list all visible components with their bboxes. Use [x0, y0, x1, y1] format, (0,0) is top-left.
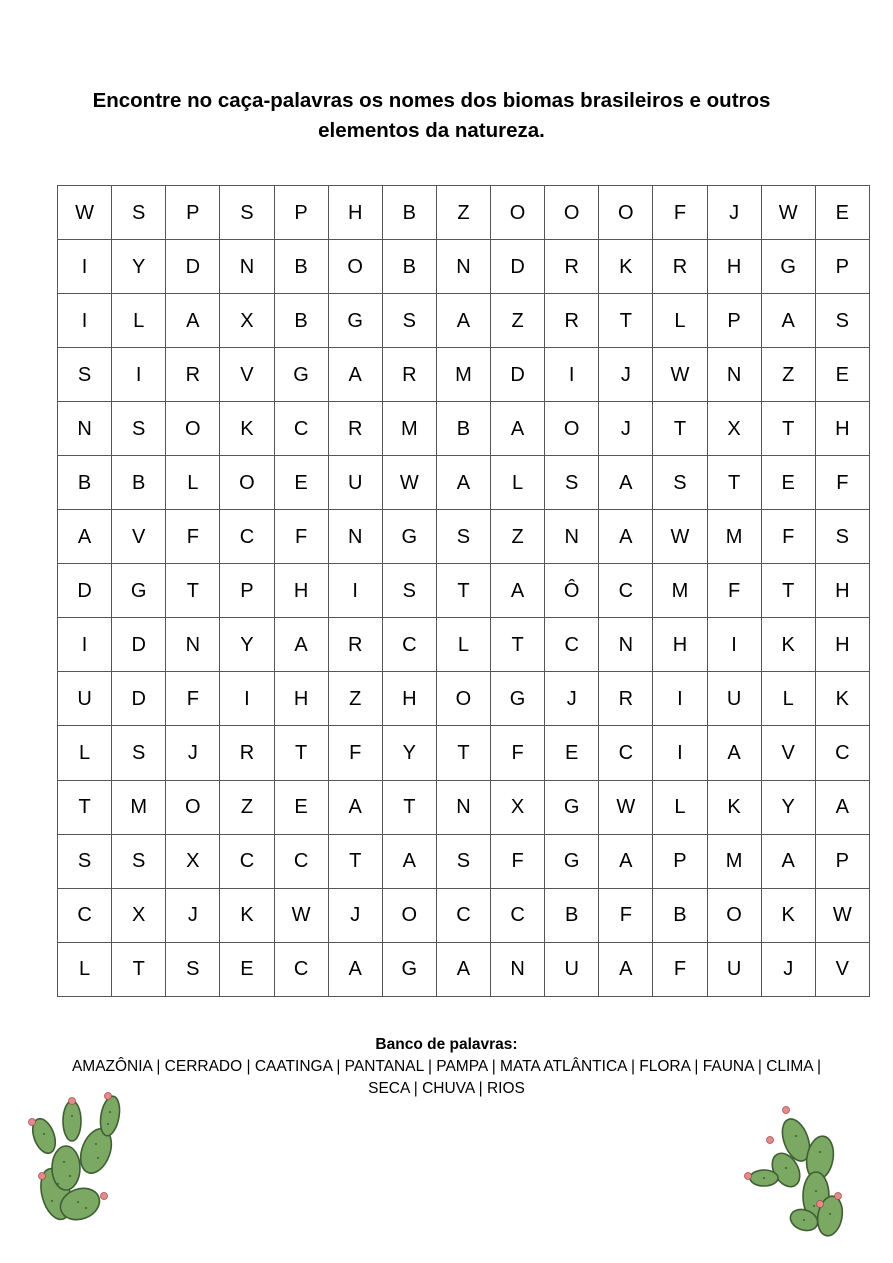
grid-cell: A — [761, 294, 815, 348]
grid-cell: T — [436, 726, 490, 780]
grid-cell: O — [166, 402, 220, 456]
grid-cell: T — [491, 618, 545, 672]
grid-cell: Y — [220, 618, 274, 672]
word-bank-label: Banco de palavras: — [375, 1036, 518, 1053]
grid-cell: A — [58, 510, 112, 564]
grid-cell: Z — [220, 780, 274, 834]
grid-cell: R — [328, 402, 382, 456]
grid-cell: K — [761, 888, 815, 942]
grid-cell: A — [599, 510, 653, 564]
grid-cell: R — [545, 240, 599, 294]
grid-cell: L — [653, 780, 707, 834]
grid-cell: N — [328, 510, 382, 564]
grid-cell: U — [707, 672, 761, 726]
grid-cell: E — [545, 726, 599, 780]
grid-cell: T — [599, 294, 653, 348]
grid-cell: L — [112, 294, 166, 348]
grid-cell: O — [707, 888, 761, 942]
grid-cell: E — [815, 186, 869, 240]
grid-cell: T — [653, 402, 707, 456]
grid-cell: R — [382, 348, 436, 402]
grid-cell: S — [382, 294, 436, 348]
grid-cell: B — [382, 240, 436, 294]
grid-cell: E — [274, 780, 328, 834]
grid-cell: C — [436, 888, 490, 942]
grid-cell: G — [545, 780, 599, 834]
grid-cell: S — [112, 726, 166, 780]
grid-cell: W — [58, 186, 112, 240]
grid-cell: S — [112, 402, 166, 456]
grid-row — [58, 186, 870, 240]
grid-cell: X — [112, 888, 166, 942]
grid-cell: D — [166, 240, 220, 294]
grid-cell: G — [491, 672, 545, 726]
grid-cell: Y — [382, 726, 436, 780]
grid-cell: B — [653, 888, 707, 942]
grid-cell: A — [382, 834, 436, 888]
grid-cell: W — [599, 780, 653, 834]
grid-cell: B — [436, 402, 490, 456]
grid-cell: A — [491, 402, 545, 456]
grid-cell: I — [58, 240, 112, 294]
grid-cell: X — [491, 780, 545, 834]
grid-cell: U — [707, 942, 761, 996]
grid-cell: A — [328, 942, 382, 996]
grid-cell: T — [328, 834, 382, 888]
title-line-2: elementos da natureza. — [318, 119, 545, 142]
grid-cell: A — [436, 294, 490, 348]
grid-cell: I — [328, 564, 382, 618]
grid-cell: S — [436, 834, 490, 888]
grid-cell: S — [166, 942, 220, 996]
grid-cell: F — [599, 888, 653, 942]
title-line-1: Encontre no caça-palavras os nomes dos biomas brasileiros e outros — [92, 89, 771, 112]
grid-cell: J — [166, 726, 220, 780]
grid-cell: C — [58, 888, 112, 942]
grid-cell: A — [761, 834, 815, 888]
grid-cell: N — [436, 240, 490, 294]
grid-cell: R — [220, 726, 274, 780]
cactus-icon — [18, 1086, 130, 1226]
grid-cell: V — [815, 942, 869, 996]
grid-cell: F — [274, 510, 328, 564]
grid-cell: H — [382, 672, 436, 726]
grid-cell: C — [220, 510, 274, 564]
grid-cell: B — [274, 294, 328, 348]
grid-cell: C — [274, 942, 328, 996]
grid-cell: X — [166, 834, 220, 888]
grid-cell: F — [653, 186, 707, 240]
grid-cell: K — [815, 672, 869, 726]
grid-cell: X — [220, 294, 274, 348]
word-bank-list-line-2: SECA | CHUVA | RIOS — [368, 1080, 525, 1097]
grid-cell: T — [58, 780, 112, 834]
grid-row — [58, 456, 870, 510]
grid-cell: M — [707, 834, 761, 888]
grid-cell: P — [815, 834, 869, 888]
grid-cell: G — [545, 834, 599, 888]
word-bank-list-line-1: AMAZÔNIA | CERRADO | CAATINGA | PANTANAL | PAMPA | MATA ATLÂNTICA | FLORA | FAUNA | CLIMA | — [71, 1058, 822, 1075]
cactus-icon — [738, 1096, 856, 1244]
grid-cell: V — [112, 510, 166, 564]
grid-cell: V — [761, 726, 815, 780]
grid-cell: L — [166, 456, 220, 510]
grid-cell: K — [707, 780, 761, 834]
grid-cell: C — [274, 402, 328, 456]
grid-cell: Z — [491, 294, 545, 348]
grid-cell: J — [545, 672, 599, 726]
grid-cell: K — [761, 618, 815, 672]
grid-cell: F — [491, 834, 545, 888]
grid-cell: O — [436, 672, 490, 726]
grid-cell: C — [599, 564, 653, 618]
grid-cell: J — [599, 402, 653, 456]
grid-cell: M — [653, 564, 707, 618]
grid-cell: T — [382, 780, 436, 834]
grid-cell: D — [491, 348, 545, 402]
grid-cell: E — [274, 456, 328, 510]
grid-cell: G — [112, 564, 166, 618]
grid-cell: F — [166, 510, 220, 564]
grid-cell: R — [653, 240, 707, 294]
grid-cell: O — [220, 456, 274, 510]
grid-cell: D — [112, 618, 166, 672]
grid-cell: T — [761, 564, 815, 618]
grid-cell: S — [653, 456, 707, 510]
grid-cell: A — [274, 618, 328, 672]
grid-cell: M — [436, 348, 490, 402]
grid-cell: G — [328, 294, 382, 348]
grid-cell: V — [220, 348, 274, 402]
grid-cell: D — [112, 672, 166, 726]
grid-cell: A — [328, 780, 382, 834]
grid-cell: G — [382, 942, 436, 996]
grid-cell: J — [328, 888, 382, 942]
grid-cell: S — [220, 186, 274, 240]
grid-cell: U — [58, 672, 112, 726]
grid-cell: S — [815, 294, 869, 348]
grid-cell: R — [328, 618, 382, 672]
grid-row — [58, 888, 870, 942]
grid-cell: F — [761, 510, 815, 564]
grid-cell: F — [328, 726, 382, 780]
grid-cell: J — [761, 942, 815, 996]
grid-cell: I — [653, 672, 707, 726]
grid-cell: M — [382, 402, 436, 456]
grid-cell: T — [274, 726, 328, 780]
grid-cell: R — [599, 672, 653, 726]
grid-cell: P — [274, 186, 328, 240]
grid-cell: I — [58, 618, 112, 672]
grid-cell: L — [491, 456, 545, 510]
grid-row — [58, 780, 870, 834]
grid-cell: W — [815, 888, 869, 942]
grid-cell: G — [382, 510, 436, 564]
grid-cell: J — [707, 186, 761, 240]
grid-cell: I — [653, 726, 707, 780]
grid-cell: O — [491, 186, 545, 240]
grid-cell: A — [328, 348, 382, 402]
grid-cell: T — [436, 564, 490, 618]
grid-cell: C — [815, 726, 869, 780]
grid-cell: Z — [328, 672, 382, 726]
grid-cell: E — [761, 456, 815, 510]
grid-row — [58, 294, 870, 348]
grid-cell: F — [707, 564, 761, 618]
grid-cell: N — [599, 618, 653, 672]
grid-cell: J — [599, 348, 653, 402]
grid-cell: P — [653, 834, 707, 888]
grid-cell: Y — [761, 780, 815, 834]
grid-cell: E — [220, 942, 274, 996]
grid-cell: M — [707, 510, 761, 564]
grid-cell: O — [328, 240, 382, 294]
grid-cell: L — [761, 672, 815, 726]
grid-cell: E — [815, 348, 869, 402]
grid-cell: I — [545, 348, 599, 402]
grid-cell: C — [545, 618, 599, 672]
grid-cell: D — [491, 240, 545, 294]
grid-cell: O — [599, 186, 653, 240]
grid-cell: N — [58, 402, 112, 456]
grid-cell: M — [112, 780, 166, 834]
grid-cell: B — [382, 186, 436, 240]
grid-cell: S — [112, 186, 166, 240]
grid-cell: B — [112, 456, 166, 510]
grid-cell: L — [653, 294, 707, 348]
grid-cell: S — [112, 834, 166, 888]
grid-cell: H — [815, 564, 869, 618]
grid-cell: P — [166, 186, 220, 240]
grid-cell: P — [220, 564, 274, 618]
grid-cell: I — [112, 348, 166, 402]
word-search-grid — [57, 185, 870, 997]
instructions-title — [30, 86, 833, 146]
grid-cell: O — [545, 402, 599, 456]
grid-cell: L — [58, 942, 112, 996]
grid-cell: T — [707, 456, 761, 510]
grid-row — [58, 348, 870, 402]
grid-cell: U — [545, 942, 599, 996]
grid-cell: K — [220, 888, 274, 942]
grid-cell: A — [599, 942, 653, 996]
grid-cell: T — [166, 564, 220, 618]
grid-cell: G — [274, 348, 328, 402]
grid-cell: C — [220, 834, 274, 888]
grid-cell: I — [707, 618, 761, 672]
grid-cell: A — [599, 456, 653, 510]
grid-cell: S — [545, 456, 599, 510]
grid-cell: D — [58, 564, 112, 618]
grid-cell: N — [220, 240, 274, 294]
grid-cell: A — [491, 564, 545, 618]
grid-cell: N — [545, 510, 599, 564]
grid-cell: S — [436, 510, 490, 564]
grid-cell: K — [599, 240, 653, 294]
grid-cell: H — [707, 240, 761, 294]
grid-cell: N — [707, 348, 761, 402]
grid-cell: S — [815, 510, 869, 564]
grid-cell: O — [382, 888, 436, 942]
grid-cell: T — [761, 402, 815, 456]
word-bank — [40, 1034, 853, 1100]
grid-cell: W — [761, 186, 815, 240]
grid-cell: H — [815, 402, 869, 456]
grid-cell: O — [545, 186, 599, 240]
grid-row — [58, 240, 870, 294]
grid-row — [58, 834, 870, 888]
grid-cell: R — [545, 294, 599, 348]
grid-cell: O — [166, 780, 220, 834]
grid-cell: S — [58, 834, 112, 888]
grid-cell: H — [815, 618, 869, 672]
grid-cell: Z — [436, 186, 490, 240]
grid-row — [58, 510, 870, 564]
grid-cell: U — [328, 456, 382, 510]
grid-cell: S — [58, 348, 112, 402]
grid-cell: C — [382, 618, 436, 672]
grid-cell: W — [653, 510, 707, 564]
grid-row — [58, 672, 870, 726]
grid-cell: C — [599, 726, 653, 780]
grid-cell: H — [274, 564, 328, 618]
grid-cell: S — [382, 564, 436, 618]
grid-cell: L — [436, 618, 490, 672]
grid-cell: K — [220, 402, 274, 456]
grid-cell: A — [436, 456, 490, 510]
grid-row — [58, 564, 870, 618]
grid-cell: N — [166, 618, 220, 672]
grid-cell: A — [436, 942, 490, 996]
grid-cell: W — [382, 456, 436, 510]
grid-cell: B — [58, 456, 112, 510]
grid-cell: B — [274, 240, 328, 294]
grid-cell: C — [491, 888, 545, 942]
grid-cell: H — [328, 186, 382, 240]
grid-cell: X — [707, 402, 761, 456]
grid-cell: A — [815, 780, 869, 834]
grid-cell: N — [436, 780, 490, 834]
grid-cell: Y — [112, 240, 166, 294]
grid-cell: P — [815, 240, 869, 294]
grid-cell: H — [653, 618, 707, 672]
grid-cell: N — [491, 942, 545, 996]
grid-cell: W — [653, 348, 707, 402]
grid-cell: B — [545, 888, 599, 942]
grid-cell: A — [599, 834, 653, 888]
grid-cell: Z — [761, 348, 815, 402]
grid-cell: F — [166, 672, 220, 726]
grid-row — [58, 726, 870, 780]
grid-cell: G — [761, 240, 815, 294]
grid-cell: P — [707, 294, 761, 348]
grid-row — [58, 402, 870, 456]
grid-cell: L — [58, 726, 112, 780]
grid-row — [58, 618, 870, 672]
grid-cell: F — [491, 726, 545, 780]
grid-cell: A — [166, 294, 220, 348]
grid-row — [58, 942, 870, 996]
grid-cell: A — [707, 726, 761, 780]
grid-cell: Z — [491, 510, 545, 564]
grid-cell: R — [166, 348, 220, 402]
grid-cell: F — [653, 942, 707, 996]
grid-cell: J — [166, 888, 220, 942]
grid-cell: I — [220, 672, 274, 726]
grid-cell: F — [815, 456, 869, 510]
grid-cell: T — [112, 942, 166, 996]
grid-cell: H — [274, 672, 328, 726]
grid-cell: W — [274, 888, 328, 942]
grid-cell: C — [274, 834, 328, 888]
grid-cell: I — [58, 294, 112, 348]
grid-cell: Ô — [545, 564, 599, 618]
